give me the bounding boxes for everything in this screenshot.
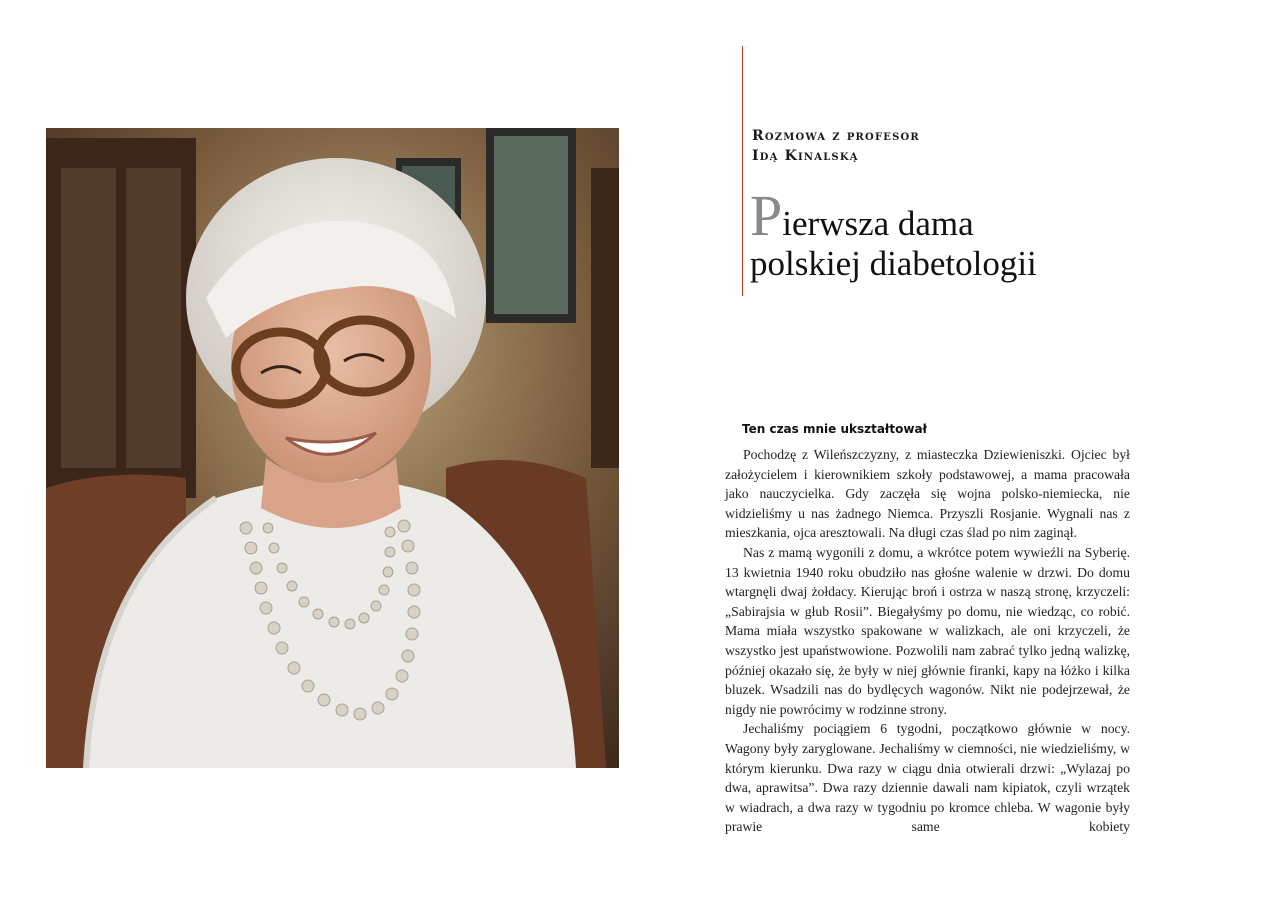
title-line-2: polskiej diabetologii (750, 244, 1037, 283)
title-dropcap: P (750, 183, 783, 248)
title-line-1-rest: ierwsza dama (782, 204, 974, 243)
body-paragraph: Nas z mamą wygonili z domu, a wkrótce potem wywieźli na Syberię. 13 kwietnia 1940 roku obudziło nas głośne walenie w drzwi. Do domu wtargnęli dwaj żołdacy. Kierując broń i ostrza w naszą stronę, krzyczeli: „Sabirajsia w głub Rosii”. Biegałyśmy po domu, nie wiedząc, co robić. Mama miała wszystko spakowane w walizkach, ale oni krzyczeli, że wszystko jest upaństwowione. Pozwolili nam zabrać tylko jedną walizkę, później okazało się, że były w niej głównie firanki, kapy na łóżko i kilka bluzek. Wsadzili nas do bydlęcych wagonów. Nikt nie podejrzewał, że nigdy nie powrócimy w rodzinne strony. (725, 544, 1130, 717)
body-paragraph: Jechaliśmy pociągiem 6 tygodni, początkowo głównie w nocy. Wagony były zaryglowane. Jechaliśmy w ciemności, nie wiedzieliśmy, w którym kierunku. Dwa razy w ciągu dnia otwierali drzwi: „Wylazaj po dwa, aprawitsa”. Dwa razy dziennie dawali nam kipiatok, czyli wrzątek w wiadrach, a dwa razy w tygodniu po kromce chleba. W wagonie były prawie same kobiety (725, 721, 1130, 835)
article-body (725, 445, 1130, 837)
kicker-line-2: Idą Kinalską (752, 148, 859, 164)
article-title (750, 183, 1037, 284)
body-paragraph: Pochodzę z Wileńszczyzny, z miasteczka Dziewieniszki. Ojciec był założycielem i kierownikiem szkoły podstawowej, a mama pracowała jako nauczycielka. Gdy zaczęła się wojna polsko-niemiecka, nie widzieliśmy u nas żadnego Niemca. Przyszli Rosjanie. Wygnali nas z mieszkania, ojca aresztowali. Na długi czas ślad po nim zaginął. (725, 447, 1130, 541)
section-heading: Ten czas mnie ukształtował (742, 422, 927, 436)
portrait-photo (46, 128, 619, 768)
kicker-line-1: Rozmowa z profesor (752, 128, 920, 144)
title-line-1 (750, 183, 1037, 248)
article-kicker (752, 126, 920, 166)
portrait-illustration (46, 128, 619, 768)
accent-rule (742, 46, 743, 296)
